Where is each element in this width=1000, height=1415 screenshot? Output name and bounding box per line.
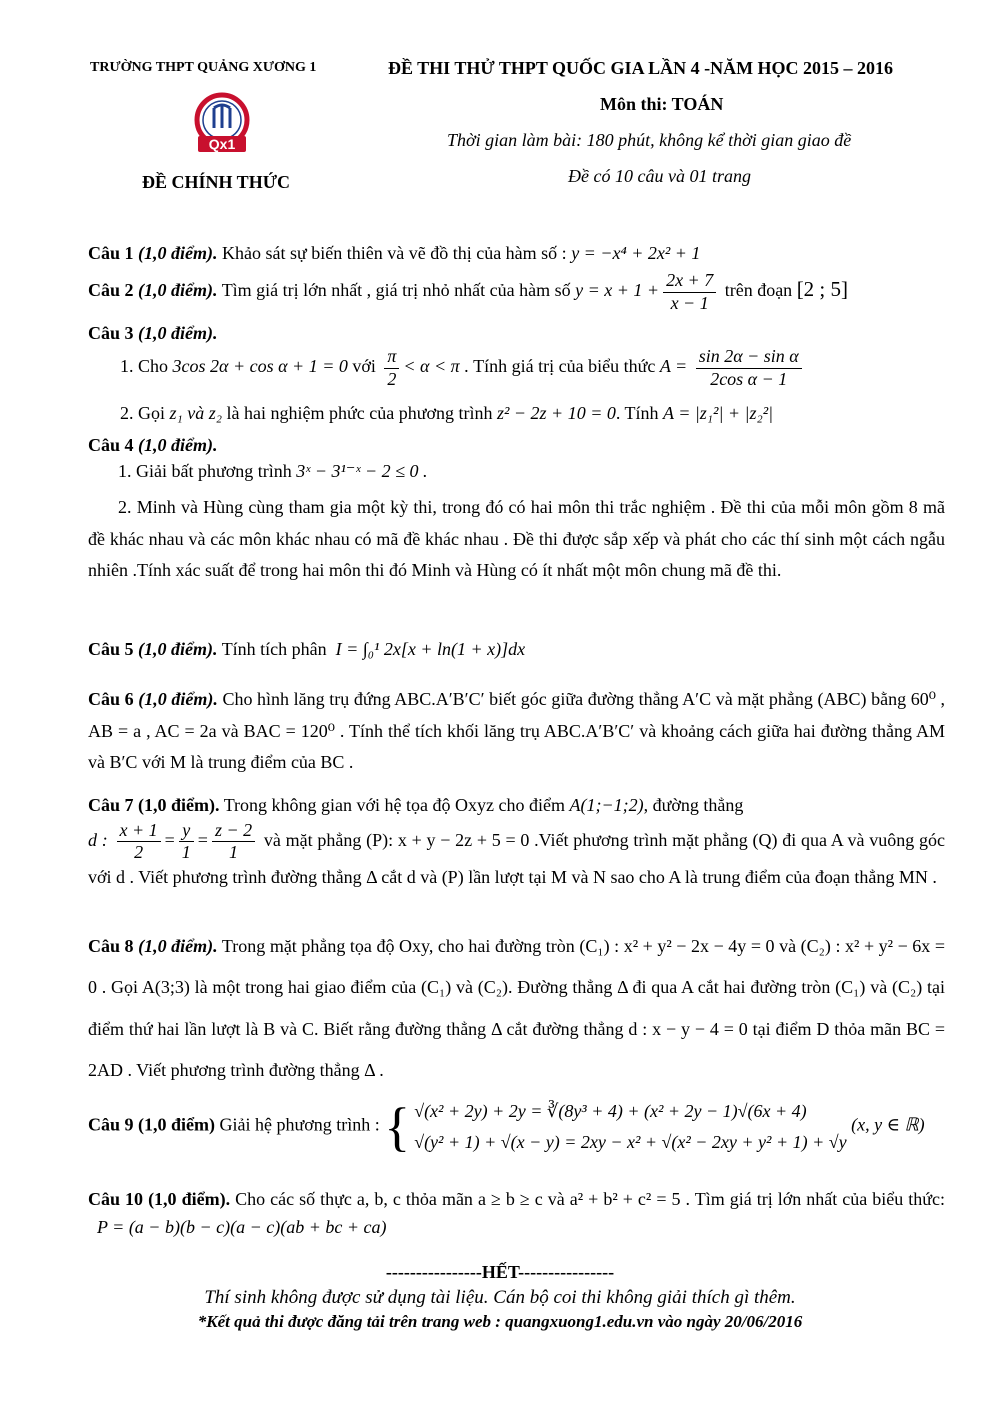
school-logo — [184, 90, 266, 162]
question-2: Câu 2 (1,0 điểm). Tìm giá trị lớn nhất , giá trị nhỏ nhất của hàm số y = x + 1 + $\frac{2x + 7}{x - 1}$ trên đoạn [2 ; 5] — [88, 270, 849, 313]
question-4-part-2: 2. Minh và Hùng cùng tham gia một kỳ thi, trong đó có hai môn thi trắc nghiệm . Đề thi của mỗi môn gồm 8 mã đề khác nhau và các môn khác nhau có mã đề khác nhau . Đề thi được sắp xếp và phát cho các thí sinh một cách ngẫu nhiên .Tính xác suất để trong hai môn thi đó Minh và Hùng có ít nhất một môn chung mã đề thi. — [88, 497, 945, 580]
exam-time: Thời gian làm bài: 180 phút, không kể thời gian giao đề — [447, 130, 852, 150]
logo-text: Qx1 — [208, 136, 236, 152]
end-marker: ----------------HẾT---------------- — [385, 1262, 615, 1282]
footer-note: Thí sinh không được sử dụng tài liệu. Cán bộ coi thi không giải thích gì thêm. — [204, 1287, 796, 1308]
question-7: Câu 7 (1,0 điểm). Trong không gian với hệ tọa độ Oxyz cho điểm A(1;−1;2), đường thẳng d : $\frac{x + 1}{2}$ = $\frac{y}{1}$ = $\frac{z - 2}{1}$ và mặt phẳng (P): x + y − 2z + 5 = 0 .Viết phương trình mặt phẳng (Q) đi qua A và vuông góc với d . Viết phương trình đường thẳng Δ cắt d và (P) lần lượt tại M và N sao cho A là trung điểm của đoạn thẳng MN . — [88, 795, 945, 888]
question-1: Câu 1 (1,0 điểm). Khảo sát sự biến thiên và vẽ đồ thị của hàm số : y = −x⁴ + 2x² + 1 — [88, 243, 701, 263]
question-3-part-2: 2. Gọi z₁ và z₂ là hai nghiệm phức của phương trình z² − 2z + 10 = 0. Tính A = |z₁²| + |z₂²| — [120, 403, 774, 423]
question-4-part-1: 1. Giải bất phương trình 3ˣ − 3¹⁻ˣ − 2 ≤ 0 . — [118, 461, 428, 481]
exam-pages: Đề có 10 câu và 01 trang — [568, 166, 751, 186]
school-name: TRƯỜNG THPT QUẢNG XƯƠNG 1 — [90, 60, 317, 75]
question-10: Câu 10 (1,0 điểm). Cho các số thực a, b, c thỏa mãn a ≥ b ≥ c và a² + b² + c² = 5 . Tìm giá trị lớn nhất của biểu thức: P = (a − b)(b − c)(a − c)(ab + bc + ca) — [88, 1189, 946, 1237]
official-label: ĐỀ CHÍNH THỨC — [142, 172, 291, 192]
question-3-part-1: 1. Cho 3cos 2α + cos α + 1 = 0 với $\frac{\pi}{2}$ < α < π . Tính giá trị của biểu thức A = $\frac{\text{sin 2α − sin α}}{\text{2cos α − 1}}$ — [120, 346, 945, 390]
footer-result: *Kết quả thi được đăng tải trên trang web : quangxuong1.edu.vn vào ngày 20/06/2016 — [197, 1312, 803, 1331]
question-9: Câu 9 (1,0 điểm) Giải hệ phương trình : { √(x² + 2y) + 2y = ∛(8y³ + 4) + (x² + 2y − 1)√(6x + 4) √(y² + 1) + √(x − y) = 2xy − x² + √(x² − 2xy + y² + 1) + √y (x, y ∈ ℝ) — [88, 1096, 925, 1157]
question-3: Câu 3 (1,0 điểm). — [88, 323, 218, 343]
question-6: Câu 6 (1,0 điểm). Cho hình lăng trụ đứng ABC.A′B′C′ biết góc giữa đường thẳng A′C và mặt phẳng (ABC) bằng 60⁰ , AB = a , AC = 2a và BAC = 120⁰ . Tính thể tích khối lăng trụ ABC.A′B′C′ và khoảng cách giữa hai đường thẳng AM và B′C với M là trung điểm của BC . — [88, 689, 946, 772]
exam-subject: Môn thi: TOÁN — [600, 94, 724, 114]
question-4: Câu 4 (1,0 điểm). — [88, 435, 218, 455]
exam-title: ĐỀ THI THỬ THPT QUỐC GIA LẦN 4 -NĂM HỌC 2015 – 2016 — [388, 58, 894, 78]
question-8: Câu 8 (1,0 điểm). Trong mặt phẳng tọa độ Oxy, cho hai đường tròn (C₁) : x² + y² − 2x − 4y = 0 và (C₂) : x² + y² − 6x = 0 . Gọi A(3;3) là một trong hai giao điểm của (C₁) và (C₂). Đường thẳng Δ đi qua A cắt hai đường tròn (C₁) và (C₂) tại điểm thứ hai lần lượt là B và C. Biết rằng đường thẳng Δ cắt đường thẳng d : x − y − 4 = 0 tại điểm D thỏa mãn BC = 2AD . Viết phương trình đường thẳng Δ . — [88, 936, 945, 1081]
question-5: Câu 5 (1,0 điểm). Tính tích phân I = ∫₀¹ 2x[x + ln(1 + x)]dx — [88, 639, 526, 659]
